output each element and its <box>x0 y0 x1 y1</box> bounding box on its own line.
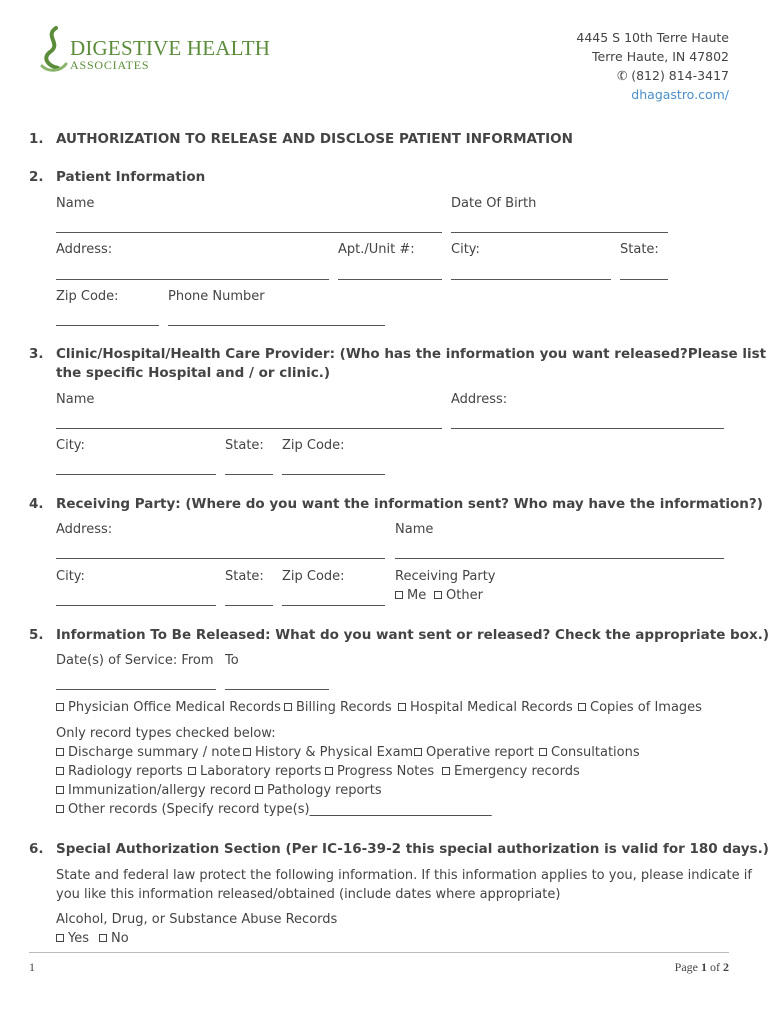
footer-page-number: 1 <box>29 960 35 974</box>
receiving-name-label: Name <box>395 522 434 537</box>
provider-zip-field[interactable] <box>282 474 385 475</box>
patient-zip-label: Zip Code: <box>56 289 119 304</box>
patient-city-label: City: <box>451 242 480 257</box>
receiving-state-field[interactable] <box>225 605 273 606</box>
checkbox-billing-records[interactable]: Billing Records <box>284 700 392 715</box>
provider-city-field[interactable] <box>56 474 216 475</box>
checkbox-me[interactable]: Me <box>395 588 426 603</box>
checkbox-other[interactable]: Other <box>434 588 483 603</box>
section-5-title: Information To Be Released: What do you want sent or released? Check the appropriate box.) <box>56 627 769 643</box>
checkbox-yes[interactable]: Yes <box>56 931 89 946</box>
checkbox-icon <box>243 748 251 756</box>
checkbox-radiology-reports[interactable]: Radiology reports <box>56 764 183 779</box>
checkbox-icon <box>414 748 422 756</box>
section-6-number: 6. <box>29 841 44 857</box>
checkbox-hospital-records[interactable]: Hospital Medical Records <box>398 700 573 715</box>
checkbox-operative-report[interactable]: Operative report <box>414 745 534 760</box>
checkbox-discharge-summary[interactable]: Discharge summary / note <box>56 745 241 760</box>
section-1-number: 1. <box>29 131 44 147</box>
receiving-zip-label: Zip Code: <box>282 569 345 584</box>
apt-field[interactable] <box>338 279 442 280</box>
checkbox-immunization-allergy[interactable]: Immunization/allergy record <box>56 783 251 798</box>
checkbox-icon <box>56 805 64 813</box>
receiving-zip-field[interactable] <box>282 605 385 606</box>
section-3-title-line-2: the specific Hospital and / or clinic.) <box>56 365 331 381</box>
only-record-types-label: Only record types checked below: <box>56 726 276 741</box>
checkbox-icon <box>284 703 292 711</box>
receiving-state-label: State: <box>225 569 264 584</box>
provider-city-label: City: <box>56 438 85 453</box>
checkbox-history-physical[interactable]: History & Physical Exam <box>243 745 413 760</box>
footer-divider <box>29 952 729 953</box>
checkbox-consultations[interactable]: Consultations <box>539 745 640 760</box>
section-6-title: Special Authorization Section (Per IC-16-39-2 this special authorization is valid for 180 days.) <box>56 841 769 857</box>
provider-name-label: Name <box>56 392 95 407</box>
receiving-city-label: City: <box>56 569 85 584</box>
section-4-number: 4. <box>29 496 44 512</box>
checkbox-other-records[interactable]: Other records (Specify record type(s)____________________________ <box>56 802 492 817</box>
logo-subtitle: ASSOCIATES <box>70 58 150 72</box>
checkbox-icon <box>539 748 547 756</box>
provider-state-label: State: <box>225 438 264 453</box>
logo-title: DIGESTIVE HEALTH <box>70 36 271 60</box>
phone-line <box>576 66 729 85</box>
footer-page-indicator: Page 1 of 2 <box>674 960 729 974</box>
patient-address-field[interactable] <box>56 279 329 280</box>
apt-label: Apt./Unit #: <box>338 242 415 257</box>
checkbox-icon <box>442 767 450 775</box>
dob-field[interactable] <box>451 232 668 233</box>
phone-number: (812) 814-3417 <box>631 68 729 83</box>
checkbox-physician-records[interactable]: Physician Office Medical Records <box>56 700 281 715</box>
checkbox-no[interactable]: No <box>99 931 129 946</box>
checkbox-icon <box>325 767 333 775</box>
checkbox-icon <box>255 786 263 794</box>
phone-icon: ✆ <box>614 66 630 85</box>
patient-zip-field[interactable] <box>56 325 159 326</box>
dates-to-label: To <box>225 653 239 668</box>
patient-state-label: State: <box>620 242 659 257</box>
provider-state-field[interactable] <box>225 474 273 475</box>
checkbox-icon <box>578 703 586 711</box>
provider-name-field[interactable] <box>56 428 442 429</box>
patient-name-label: Name <box>56 196 95 211</box>
section-2-title: Patient Information <box>56 169 206 185</box>
special-auth-paragraph-line-2: you like this information released/obtained (include dates where appropriate) <box>56 887 561 902</box>
checkbox-icon <box>434 591 442 599</box>
checkbox-copies-of-images[interactable]: Copies of Images <box>578 700 702 715</box>
provider-address-field[interactable] <box>451 428 724 429</box>
contact-block <box>576 28 729 104</box>
dates-to-field[interactable] <box>225 689 329 690</box>
logo <box>36 26 276 76</box>
checkbox-icon <box>188 767 196 775</box>
checkbox-laboratory-reports[interactable]: Laboratory reports <box>188 764 321 779</box>
checkbox-icon <box>56 934 64 942</box>
patient-name-field[interactable] <box>56 232 442 233</box>
section-4-title: Receiving Party: (Where do you want the information sent? Who may have the information?) <box>56 496 763 512</box>
checkbox-progress-notes[interactable]: Progress Notes <box>325 764 434 779</box>
section-2-number: 2. <box>29 169 44 185</box>
logo-swoosh-icon <box>36 26 70 74</box>
provider-zip-label: Zip Code: <box>282 438 345 453</box>
dates-from-label: Date(s) of Service: From <box>56 653 214 668</box>
address-line-2: Terre Haute, IN 47802 <box>592 49 729 64</box>
checkbox-icon <box>56 786 64 794</box>
receiving-name-field[interactable] <box>395 558 724 559</box>
receiving-address-label: Address: <box>56 522 113 537</box>
special-auth-paragraph-line-1: State and federal law protect the following information. If this information applies to you, please indicate if <box>56 868 752 883</box>
section-3-title-line-1: Clinic/Hospital/Health Care Provider: (Who has the information you want released?Please list <box>56 346 767 362</box>
checkbox-icon <box>395 591 403 599</box>
checkbox-icon <box>56 748 64 756</box>
checkbox-icon <box>56 703 64 711</box>
patient-city-field[interactable] <box>451 279 611 280</box>
receiving-city-field[interactable] <box>56 605 216 606</box>
patient-phone-label: Phone Number <box>168 289 265 304</box>
section-3-number: 3. <box>29 346 44 362</box>
receiving-address-field[interactable] <box>56 558 385 559</box>
patient-phone-field[interactable] <box>168 325 385 326</box>
website-link[interactable]: dhagastro.com/ <box>631 87 729 102</box>
section-5-number: 5. <box>29 627 44 643</box>
patient-address-label: Address: <box>56 242 113 257</box>
checkbox-emergency-records[interactable]: Emergency records <box>442 764 580 779</box>
section-1-title: AUTHORIZATION TO RELEASE AND DISCLOSE PATIENT INFORMATION <box>56 131 573 147</box>
checkbox-pathology-reports[interactable]: Pathology reports <box>255 783 382 798</box>
checkbox-icon <box>99 934 107 942</box>
alcohol-drug-label: Alcohol, Drug, or Substance Abuse Records <box>56 912 338 927</box>
dates-from-field[interactable] <box>56 689 216 690</box>
dob-label: Date Of Birth <box>451 196 537 211</box>
address-line-1: 4445 S 10th Terre Haute <box>576 30 729 45</box>
checkbox-icon <box>398 703 406 711</box>
checkbox-icon <box>56 767 64 775</box>
provider-address-label: Address: <box>451 392 508 407</box>
patient-state-field[interactable] <box>620 279 668 280</box>
receiving-party-label: Receiving Party <box>395 569 496 584</box>
